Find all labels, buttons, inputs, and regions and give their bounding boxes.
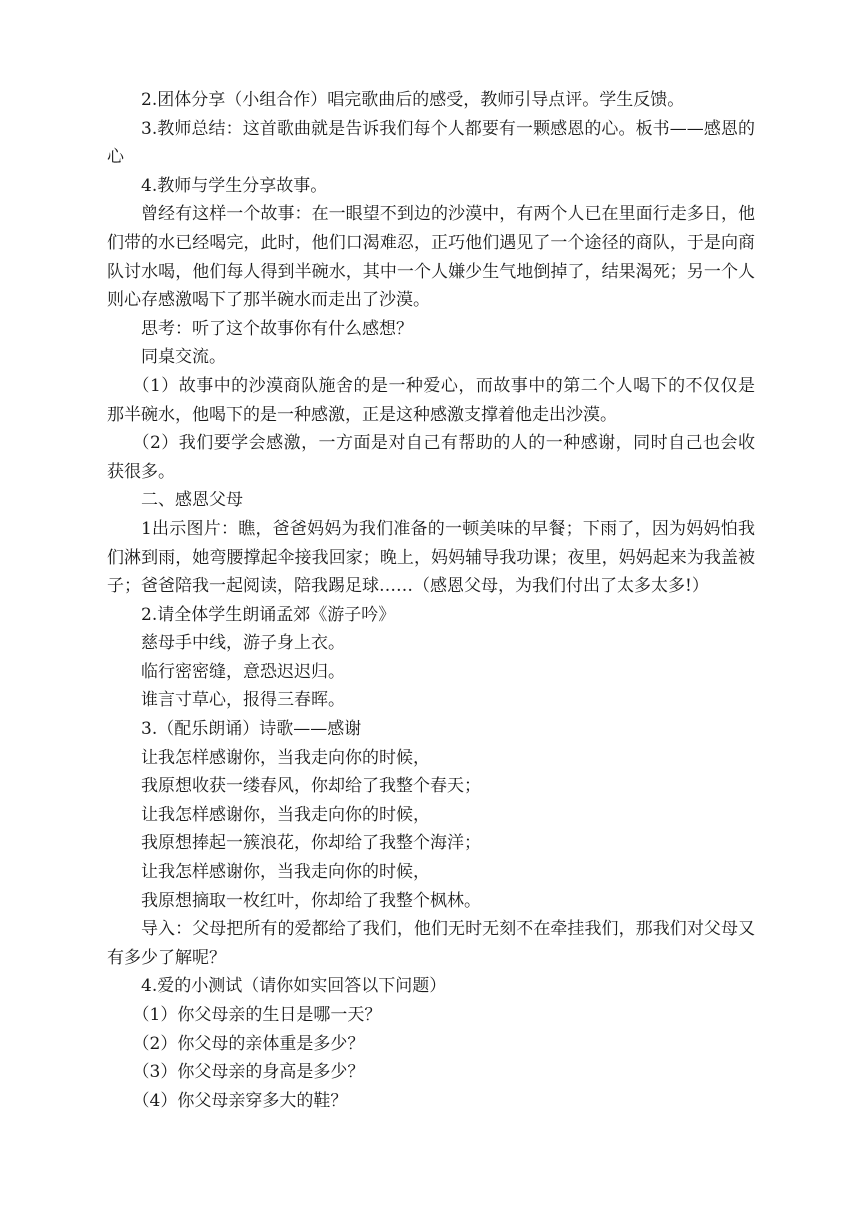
list-item: （2）我们要学会感激，一方面是对自己有帮助的人的一种感谢，同时自己也会收获很多。 (107, 433, 755, 482)
poem-line: 临行密密缝，意恐迟迟归。 (141, 661, 345, 682)
poem-line: 我原想收获一缕春风，你却给了我整个春天； (141, 776, 481, 797)
list-item: （4）你父母亲穿多大的鞋？ (132, 1090, 348, 1111)
paragraph: 1出示图片：瞧，爸爸妈妈为我们准备的一顿美味的早餐；下雨了，因为妈妈怕我们淋到雨，她弯腰撑起伞接我回家；晚上，妈妈辅导我功课；夜里，妈妈起来为我盖被子；爸爸陪我一起阅读，陪我踢足球……（感恩父母，为我们付出了太多太多!） (107, 518, 755, 597)
poem-line: 慈母手中线，游子身上衣。 (141, 633, 345, 654)
poem-line: 谁言寸草心，报得三春晖。 (141, 690, 345, 711)
list-item: （2）你父母的亲体重是多少？ (132, 1033, 365, 1054)
poem-line: 我原想捧起一簇浪花，你却给了我整个海洋； (141, 833, 481, 854)
paragraph: 导入：父母把所有的爱都给了我们，他们无时无刻不在牵挂我们，那我们对父母又有多少了解呢？ (107, 919, 755, 968)
paragraph: 同桌交流。 (141, 347, 226, 368)
paragraph: 2.请全体学生朗诵孟郊《游子吟》 (141, 604, 396, 625)
poem-line: 我原想摘取一枚红叶，你却给了我整个枫林。 (141, 890, 481, 911)
poem-line: 让我怎样感谢你，当我走向你的时候， (141, 862, 430, 883)
paragraph: 3.（配乐朗诵）诗歌——感谢 (141, 719, 362, 740)
poem-line: 让我怎样感谢你，当我走向你的时候， (141, 747, 430, 768)
list-item: （1）你父母亲的生日是哪一天？ (132, 1005, 382, 1025)
poem-line: 让我怎样感谢你，当我走向你的时候， (141, 804, 430, 825)
paragraph: 思考：听了这个故事你有什么感想？ (141, 318, 413, 339)
paragraph: 3.教师总结：这首歌曲就是告诉我们每个人都要有一颗感恩的心。板书——感恩的心 (107, 118, 755, 168)
document-body (107, 86, 755, 1115)
section-heading: 二、感恩父母 (141, 490, 243, 511)
paragraph: 2.团体分享（小组合作）唱完歌曲后的感受，教师引导点评。学生反馈。 (141, 90, 685, 110)
paragraph: 4.爱的小测试（请你如实回答以下问题） (141, 976, 447, 997)
story-paragraph: 曾经有这样一个故事：在一眼望不到边的沙漠中，有两个人已在里面行走多日，他们带的水已经喝完，此时，他们口渴难忍，正巧他们遇见了一个途径的商队，于是向商队讨水喝，他们每人得到半碗水，其中一个人嫌少生气地倒掉了，结果渴死；另一个人则心存感激喝下了那半碗水而走出了沙漠。 (107, 204, 755, 311)
list-item: （3）你父母亲的身高是多少？ (132, 1062, 365, 1083)
paragraph: 4.教师与学生分享故事。 (141, 175, 328, 196)
list-item: （1）故事中的沙漠商队施舍的是一种爱心，而故事中的第二个人喝下的不仅仅是那半碗水，他喝下的是一种感激，正是这种感激支撑着他走出沙漠。 (107, 375, 755, 425)
